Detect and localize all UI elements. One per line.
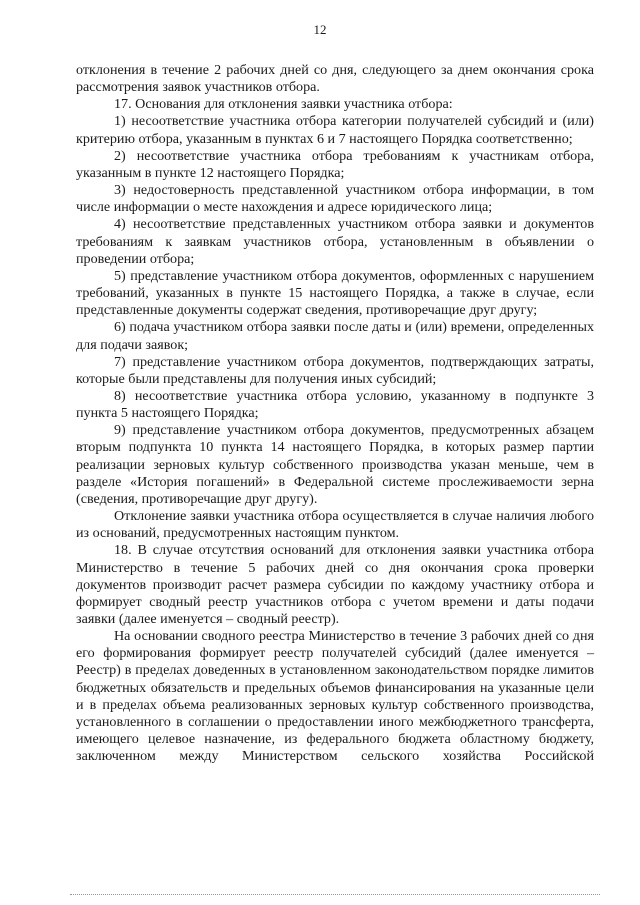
paragraph-item-4: 4) несоответствие представленных участником отбора заявки и документов требованиям к заявкам участников отбора, установленным в объявлении о проведении отбора; bbox=[76, 216, 594, 267]
paragraph-item-6: 6) подача участником отбора заявки после даты и (или) времени, определенных для подачи заявок; bbox=[76, 319, 594, 353]
paragraph-rejection-note: Отклонение заявки участника отбора осуществляется в случае наличия любого из оснований, предусмотренных настоящим пунктом. bbox=[76, 508, 594, 542]
paragraph-item-2: 2) несоответствие участника отбора требованиям к участникам отбора, указанным в пункте 12 настоящего Порядка; bbox=[76, 147, 594, 181]
document-body bbox=[76, 62, 594, 765]
paragraph-18: 18. В случае отсутствия оснований для отклонения заявки участника отбора Министерство в течение 5 рабочих дней со дня окончания срока проверки документов производит расчет размера субсидии по каждому участнику отбора и формирует сводный реестр участников отбора с учетом времени и даты подачи заявки (далее именуется – сводный реестр). bbox=[76, 542, 594, 627]
paragraph-item-9: 9) представление участником отбора документов, предусмотренных абзацем вторым подпункта 10 пункта 14 настоящего Порядка, в которых размер партии реализации зерновых культур собственного производства указан меньше, чем в разделе «История погашений» в Федеральной системе прослеживаемости зерна (сведения, противоречащие друг другу). bbox=[76, 422, 594, 507]
paragraph-registry: На основании сводного реестра Министерство в течение 3 рабочих дней со дня его формирования формирует реестр получателей субсидий (далее именуется – Реестр) в пределах доведенных в установленном законодательством порядке лимитов бюджетных обязательств и предельных объемов финансирования на указанные цели и в пределах объема реализованных зерновых культур собственного производства, установленного в соглашении о предоставлении иного межбюджетного трансферта, имеющего целевое назначение, из федерального бюджета областному бюджету, заключенном между Министерством сельского хозяйства Российской bbox=[76, 628, 594, 765]
paragraph-item-3: 3) недостоверность представленной участником отбора информации, в том числе информации о месте нахождения и адресе юридического лица; bbox=[76, 182, 594, 216]
paragraph-continuation: отклонения в течение 2 рабочих дней со дня, следующего за днем окончания срока рассмотрения заявок участников отбора. bbox=[76, 62, 594, 96]
paragraph-item-8: 8) несоответствие участника отбора условию, указанному в подпункте 3 пункта 5 настоящего Порядка; bbox=[76, 387, 594, 422]
page-number: 12 bbox=[313, 22, 327, 37]
paragraph-item-1: 1) несоответствие участника отбора категории получателей субсидий и (или) критерию отбора, указанным в пунктах 6 и 7 настоящего Порядка соответственно; bbox=[76, 113, 594, 147]
paragraph-item-5: 5) представление участником отбора документов, оформленных с нарушением требований, указанных в пункте 15 настоящего Порядка, а также в случае, если представленные документы содержат сведения, противоречащие друг другу; bbox=[76, 267, 594, 319]
paragraph-item-7: 7) представление участником отбора документов, подтверждающих затраты, которые были представлены для получения иных субсидий; bbox=[76, 353, 594, 387]
page-bottom-rule bbox=[70, 894, 600, 895]
paragraph-17-heading: 17. Основания для отклонения заявки участника отбора: bbox=[114, 96, 453, 113]
